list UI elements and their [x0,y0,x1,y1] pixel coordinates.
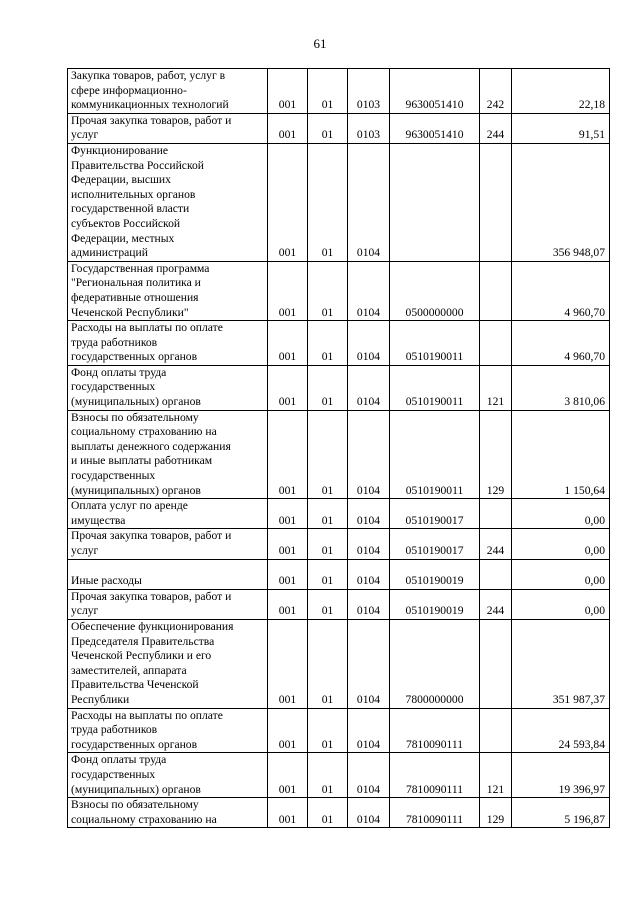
row-name-cell: Иные расходы [68,559,268,589]
section-code-cell: 01 [308,365,348,410]
amount-cell: 4 960,70 [512,321,610,366]
row-name-cell: Фонд оплаты труда государственных (муниципальных) органов [68,365,268,410]
section-code-cell: 01 [308,499,348,529]
section-code-cell: 01 [308,589,348,619]
target-article-cell: 0500000000 [390,261,480,320]
row-name-cell: Государственная программа "Региональная политика и федеративные отношения Чеченской Республики" [68,261,268,320]
budget-table-body [68,69,610,828]
expense-type-cell [480,708,512,753]
subsection-code-cell: 0104 [348,321,390,366]
ministry-code-cell: 001 [268,708,308,753]
expense-type-cell: 244 [480,113,512,143]
ministry-code-cell: 001 [268,753,308,798]
expense-type-cell [480,559,512,589]
table-row [68,753,610,798]
amount-cell: 22,18 [512,69,610,114]
section-code-cell: 01 [308,529,348,559]
table-row [68,529,610,559]
ministry-code-cell: 001 [268,261,308,320]
section-code-cell: 01 [308,753,348,798]
amount-cell: 1 150,64 [512,410,610,499]
ministry-code-cell: 001 [268,365,308,410]
table-row [68,321,610,366]
subsection-code-cell: 0104 [348,365,390,410]
subsection-code-cell: 0104 [348,529,390,559]
row-name-cell: Взносы по обязательному социальному страхованию на выплаты денежного содержания и иные выплаты работникам государственных (муниципальных) органов [68,410,268,499]
subsection-code-cell: 0104 [348,559,390,589]
row-name-cell: Расходы на выплаты по оплате труда работников государственных органов [68,708,268,753]
row-name-cell: Фонд оплаты труда государственных (муниципальных) органов [68,753,268,798]
section-code-cell: 01 [308,113,348,143]
section-code-cell: 01 [308,559,348,589]
target-article-cell: 7800000000 [390,619,480,708]
target-article-cell: 7810090111 [390,753,480,798]
expense-type-cell [480,321,512,366]
amount-cell: 0,00 [512,499,610,529]
section-code-cell: 01 [308,708,348,753]
budget-table [67,68,610,828]
section-code-cell: 01 [308,410,348,499]
section-code-cell: 01 [308,261,348,320]
ministry-code-cell: 001 [268,529,308,559]
section-code-cell: 01 [308,143,348,261]
table-row [68,589,610,619]
row-name-cell: Обеспечение функционирования Председателя Правительства Чеченской Республики и его заместителей, аппарата Правительства Чеченской Республики [68,619,268,708]
expense-type-cell: 244 [480,529,512,559]
section-code-cell: 01 [308,321,348,366]
amount-cell: 5 196,87 [512,798,610,828]
table-row [68,113,610,143]
expense-type-cell: 129 [480,798,512,828]
target-article-cell: 9630051410 [390,69,480,114]
subsection-code-cell: 0104 [348,499,390,529]
amount-cell: 3 810,06 [512,365,610,410]
table-row [68,365,610,410]
target-article-cell: 0510190011 [390,365,480,410]
subsection-code-cell: 0103 [348,113,390,143]
table-row [68,559,610,589]
target-article-cell: 0510190011 [390,321,480,366]
row-name-cell: Взносы по обязательному социальному страхованию на [68,798,268,828]
target-article-cell: 7810090111 [390,798,480,828]
ministry-code-cell: 001 [268,619,308,708]
table-row [68,798,610,828]
table-row [68,69,610,114]
row-name-cell: Прочая закупка товаров, работ и услуг [68,529,268,559]
expense-type-cell: 121 [480,753,512,798]
target-article-cell: 0510190017 [390,529,480,559]
section-code-cell: 01 [308,619,348,708]
subsection-code-cell: 0104 [348,410,390,499]
subsection-code-cell: 0104 [348,708,390,753]
subsection-code-cell: 0104 [348,589,390,619]
amount-cell: 91,51 [512,113,610,143]
page-number: 61 [313,36,327,51]
row-name-cell: Закупка товаров, работ, услуг в сфере информационно- коммуникационных технологий [68,69,268,114]
target-article-cell [390,143,480,261]
subsection-code-cell: 0104 [348,261,390,320]
expense-type-cell [480,261,512,320]
ministry-code-cell: 001 [268,410,308,499]
expense-type-cell: 242 [480,69,512,114]
table-row [68,410,610,499]
amount-cell: 351 987,37 [512,619,610,708]
expense-type-cell [480,619,512,708]
amount-cell: 0,00 [512,589,610,619]
subsection-code-cell: 0104 [348,619,390,708]
expense-type-cell: 121 [480,365,512,410]
ministry-code-cell: 001 [268,143,308,261]
table-row [68,708,610,753]
row-name-cell: Прочая закупка товаров, работ и услуг [68,113,268,143]
expense-type-cell [480,499,512,529]
table-row [68,619,610,708]
row-name-cell: Оплата услуг по аренде имущества [68,499,268,529]
ministry-code-cell: 001 [268,321,308,366]
ministry-code-cell: 001 [268,798,308,828]
table-row [68,499,610,529]
target-article-cell: 0510190019 [390,559,480,589]
amount-cell: 24 593,84 [512,708,610,753]
row-name-cell: Функционирование Правительства Российской Федерации, высших исполнительных органов государственной власти субъектов Российской Федерации, местных администраций [68,143,268,261]
subsection-code-cell: 0103 [348,69,390,114]
table-row [68,261,610,320]
section-code-cell: 01 [308,69,348,114]
section-code-cell: 01 [308,798,348,828]
amount-cell: 4 960,70 [512,261,610,320]
amount-cell: 0,00 [512,559,610,589]
row-name-cell: Прочая закупка товаров, работ и услуг [68,589,268,619]
amount-cell: 0,00 [512,529,610,559]
ministry-code-cell: 001 [268,559,308,589]
target-article-cell: 0510190011 [390,410,480,499]
expense-type-cell [480,143,512,261]
expense-type-cell: 129 [480,410,512,499]
ministry-code-cell: 001 [268,69,308,114]
target-article-cell: 7810090111 [390,708,480,753]
row-name-cell: Расходы на выплаты по оплате труда работников государственных органов [68,321,268,366]
subsection-code-cell: 0104 [348,798,390,828]
amount-cell: 356 948,07 [512,143,610,261]
ministry-code-cell: 001 [268,113,308,143]
subsection-code-cell: 0104 [348,143,390,261]
table-row [68,143,610,261]
subsection-code-cell: 0104 [348,753,390,798]
ministry-code-cell: 001 [268,589,308,619]
target-article-cell: 0510190017 [390,499,480,529]
amount-cell: 19 396,97 [512,753,610,798]
target-article-cell: 9630051410 [390,113,480,143]
target-article-cell: 0510190019 [390,589,480,619]
ministry-code-cell: 001 [268,499,308,529]
expense-type-cell: 244 [480,589,512,619]
